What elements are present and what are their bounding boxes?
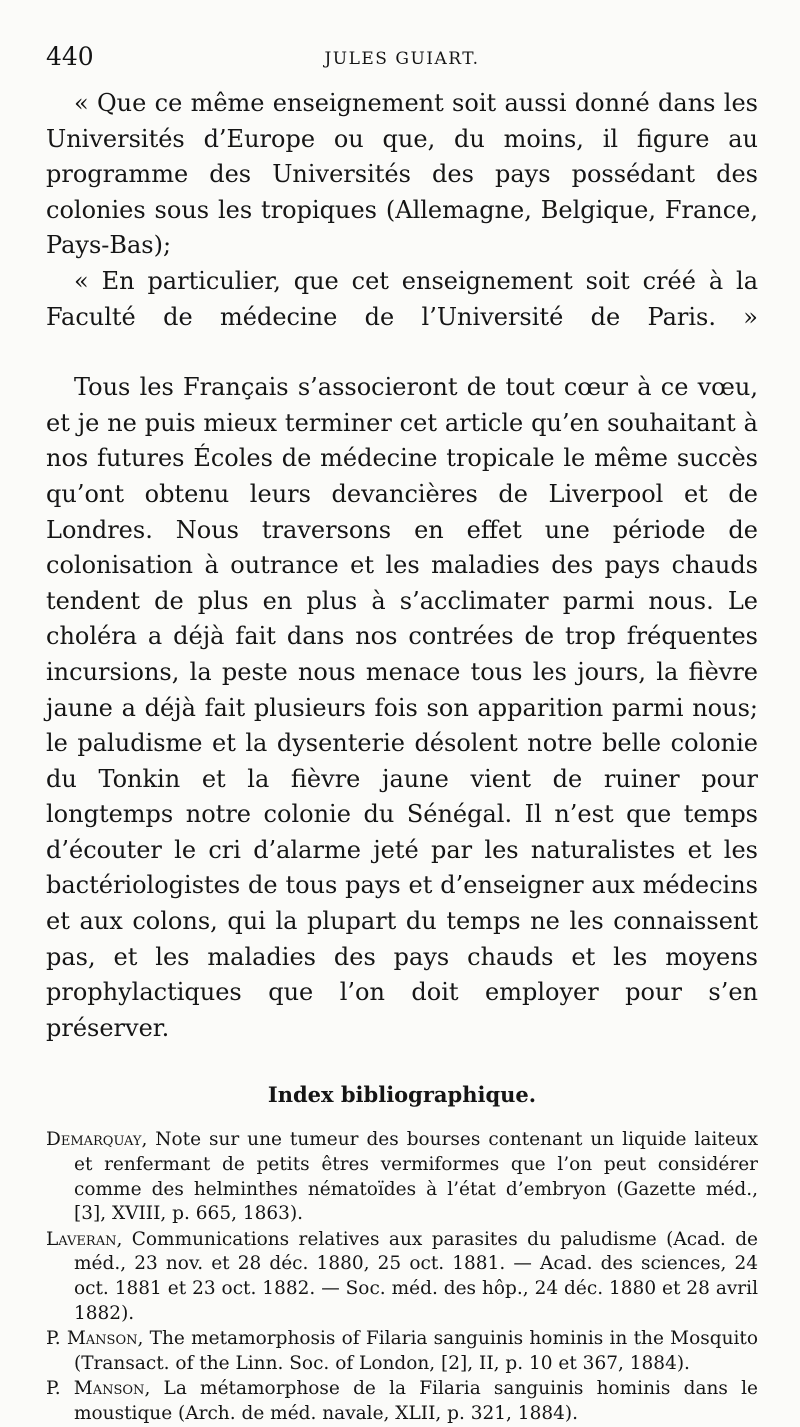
bibliography-author: P. Manson — [46, 1328, 138, 1350]
bibliography-entry — [46, 1377, 758, 1426]
bibliography-text: , Communications relatives aux parasites du paludisme (Acad. de méd., 23 nov. et 28 déc. 1880, 25 oct. 1881. — Acad. des sciences, 24 oct. 1881 et 23 oct. 1882. — Soc. méd. des hôp., 24 déc. 1880 et 28 avril 1882). — [74, 1228, 758, 1324]
quote-paragraph-1: « Que ce même enseignement soit aussi donné dans les Universités d’Europe ou que, du moins, il figure au programme des Universités des pays possédant des colonies sous les tropiques (Allemagne, Belgique, France, Pays-Bas); — [46, 89, 758, 260]
bibliography-list — [46, 1128, 758, 1426]
bibliography-author: P. Manson — [46, 1378, 145, 1400]
page-number: 440 — [46, 42, 94, 71]
bibliography-text: , The metamorphosis of Filaria sanguinis hominis in the Mosquito (Transact. of the Linn. Soc. of London, [2], II, p. 10 et 367, 1884). — [74, 1328, 758, 1374]
bibliography-title: Index bibliographique. — [267, 1082, 537, 1108]
main-paragraph: Tous les Français s’associeront de tout cœur à ce vœu, et je ne puis mieux terminer cet article qu’en souhaitant à nos futures Écoles de médecine tropicale le même succès qu’ont obtenu leurs devancières de Liverpool et de Londres. Nous traversons en effet une période de colonisation à outrance et les maladies des pays chauds tendent de plus en plus à s’acclimater parmi nous. Le choléra a déjà fait dans nos contrées de trop fréquentes incursions, la peste nous menace tous les jours, la fièvre jaune a déjà fait plusieurs fois son apparition parmi nous; le paludisme et la dysenterie désolent notre belle colonie du Tonkin et la fièvre jaune vient de ruiner pour longtemps notre colonie du Sénégal. Il n’est que temps d’écouter le cri d’alarme jeté par les naturalistes et les bactériologistes de tous pays et d’enseigner aux médecins et aux colons, qui la plupart du temps ne les connaissent pas, et les maladies des pays chauds et les moyens prophylactiques que l’on doit employer pour s’en préserver. — [46, 373, 758, 1042]
bibliography-author: Laveran — [46, 1228, 117, 1250]
bibliography-entry — [46, 1128, 758, 1226]
bibliography-entry — [46, 1228, 758, 1326]
bibliography-entry — [46, 1327, 758, 1376]
running-title: JULES GUIART. — [324, 49, 480, 69]
paragraph-spacer — [46, 335, 758, 370]
bibliography-text: , Note sur une tumeur des bourses contenant un liquide laiteux et renfermant de petits êtres vermiformes que l’on peut considérer comme des helminthes nématoïdes à l’état d’embryon (Gazette méd., [3], XVIII, p. 665, 1863). — [74, 1129, 758, 1225]
bibliography-author: Demarquay — [46, 1129, 142, 1151]
quote-paragraph-2: « En particulier, que cet enseignement soit créé à la Faculté de médecine de l’Université de Paris. » — [46, 266, 758, 331]
body-text — [46, 86, 758, 1046]
bibliography-text: , La métamorphose de la Filaria sanguinis hominis dans le moustique (Arch. de méd. navale, XLII, p. 321, 1884). — [74, 1378, 758, 1424]
running-header — [46, 40, 758, 74]
